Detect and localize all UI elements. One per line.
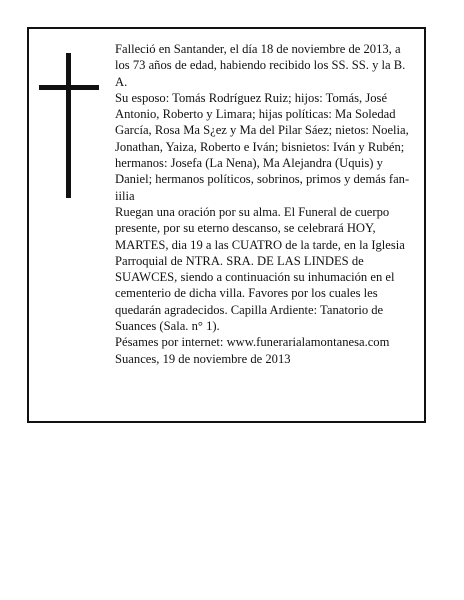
funeral-details: Ruegan una oración por su alma. El Funeral de cuerpo presente, por su eterno descanso, se celebrará HOY, MARTES, dia 19 a las CUATRO de la tarde, en la Iglesia Parroquial de NTRA. SRA. DE LAS LINDES de SUAWCES, siendo a continuación su inhumación en el cementerio de dicha villa. Favores por los cuales les quedarán agradecidos. Capilla Ardiente: Tanatorio de Suances (Sala. n° 1). — [115, 204, 405, 334]
cross-vertical-bar — [66, 53, 71, 198]
obituary-text — [115, 41, 417, 367]
online-condolences: Pésames por internet: www.funerarialamontanesa.com — [115, 335, 390, 350]
obituary-notice — [27, 27, 426, 423]
latin-cross-icon — [39, 53, 99, 198]
family-list: Su esposo: Tomás Rodríguez Ruiz; hijos: Tomás, José Antonio, Roberto y Limara; hijas políticas: Ma Soledad García, Rosa Ma S¿ez y Ma del Pilar Sáez; nietos: Noelia, Jonathan, Yaiza, Roberto e Iván; bisnietos: Iván y Rubén; hermanos: Josefa (La Nena), Ma Alejandra (Uquis) y Daniel; hermanos políticos, sobrinos, primos y demás fan-iilia — [115, 90, 410, 203]
cross-horizontal-bar — [39, 85, 99, 90]
place-and-date: Suances, 19 de noviembre de 2013 — [115, 351, 291, 366]
death-announcement: Falleció en Santander, el día 18 de noviembre de 2013, a los 73 años de edad, habiendo recibido los SS. SS. y la B. A. — [115, 42, 406, 89]
